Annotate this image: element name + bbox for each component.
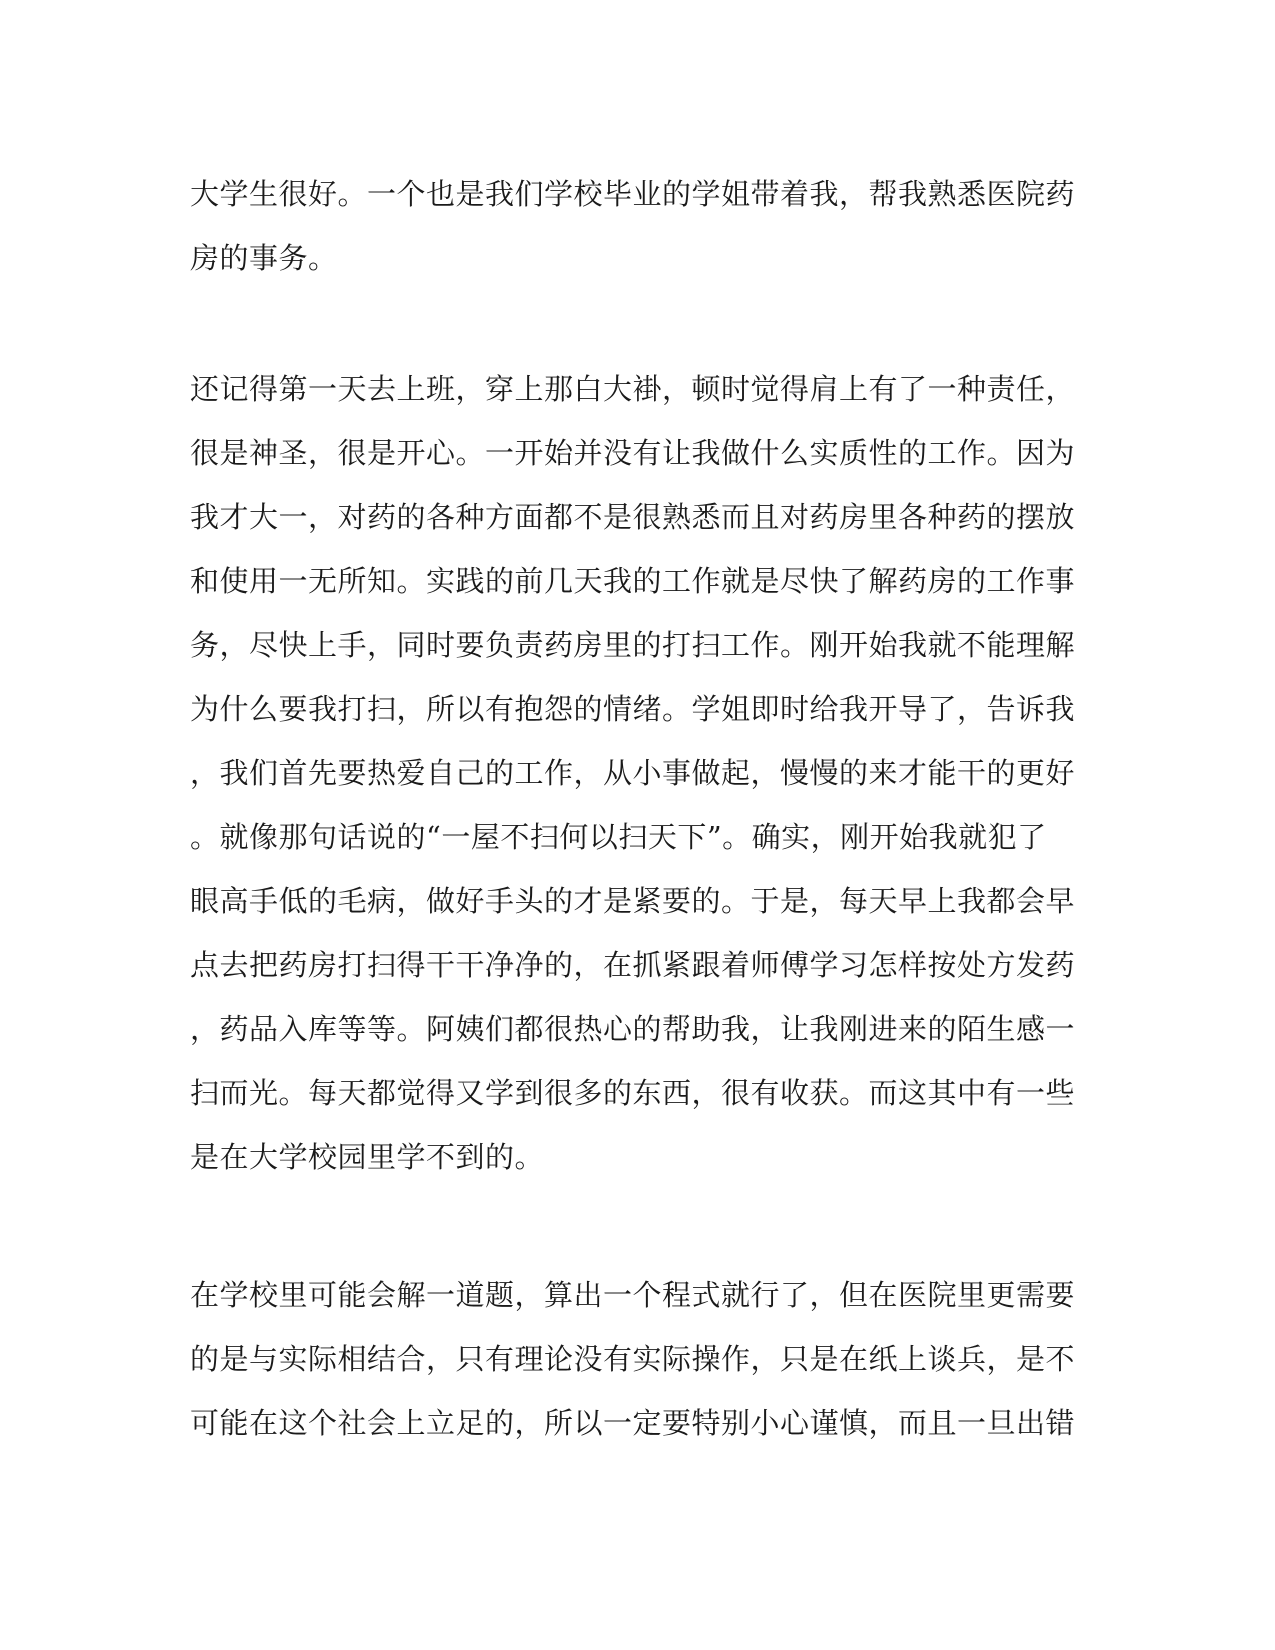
text-line: 是在大学校园里学不到的。: [190, 1140, 545, 1174]
text-line: 很是神圣，很是开心。一开始并没有让我做什么实质性的工作。因为: [190, 436, 1076, 470]
text-line: 点去把药房打扫得干干净净的，在抓紧跟着师傅学习怎样按处方发药: [190, 948, 1076, 982]
text-line: 扫而光。每天都觉得又学到很多的东西，很有收获。而这其中有一些: [190, 1076, 1076, 1110]
text-line: ，我们首先要热爱自己的工作，从小事做起，慢慢的来才能干的更好: [190, 756, 1076, 790]
paragraph-3: [190, 1263, 1076, 1455]
text-line: 我才大一，对药的各种方面都不是很熟悉而且对药房里各种药的摆放: [190, 500, 1076, 534]
text-line: 的是与实际相结合，只有理论没有实际操作，只是在纸上谈兵，是不: [190, 1342, 1076, 1376]
text-line: ，药品入库等等。阿姨们都很热心的帮助我，让我刚进来的陌生感一: [190, 1012, 1076, 1046]
text-line: 为什么要我打扫，所以有抱怨的情绪。学姐即时给我开导了，告诉我: [190, 692, 1076, 726]
text-line: 大学生很好。一个也是我们学校毕业的学姐带着我，帮我熟悉医院药: [190, 177, 1076, 211]
paragraph-1: [190, 162, 1076, 290]
text-line: 还记得第一天去上班，穿上那白大褂，顿时觉得肩上有了一种责任，: [190, 372, 1076, 406]
text-line: 务，尽快上手，同时要负责药房里的打扫工作。刚开始我就不能理解: [190, 628, 1076, 662]
text-line: 和使用一无所知。实践的前几天我的工作就是尽快了解药房的工作事: [190, 564, 1076, 598]
text-line: 眼高手低的毛病，做好手头的才是紧要的。于是，每天早上我都会早: [190, 884, 1076, 918]
text-line: 房的事务。: [190, 241, 338, 275]
text-line: 可能在这个社会上立足的，所以一定要特别小心谨慎，而且一旦出错: [190, 1406, 1076, 1440]
paragraph-2: [190, 357, 1076, 1189]
text-line: 在学校里可能会解一道题，算出一个程式就行了，但在医院里更需要: [190, 1278, 1076, 1312]
text-line: 。就像那句话说的“一屋不扫何以扫天下”。确实，刚开始我就犯了: [190, 820, 1047, 854]
